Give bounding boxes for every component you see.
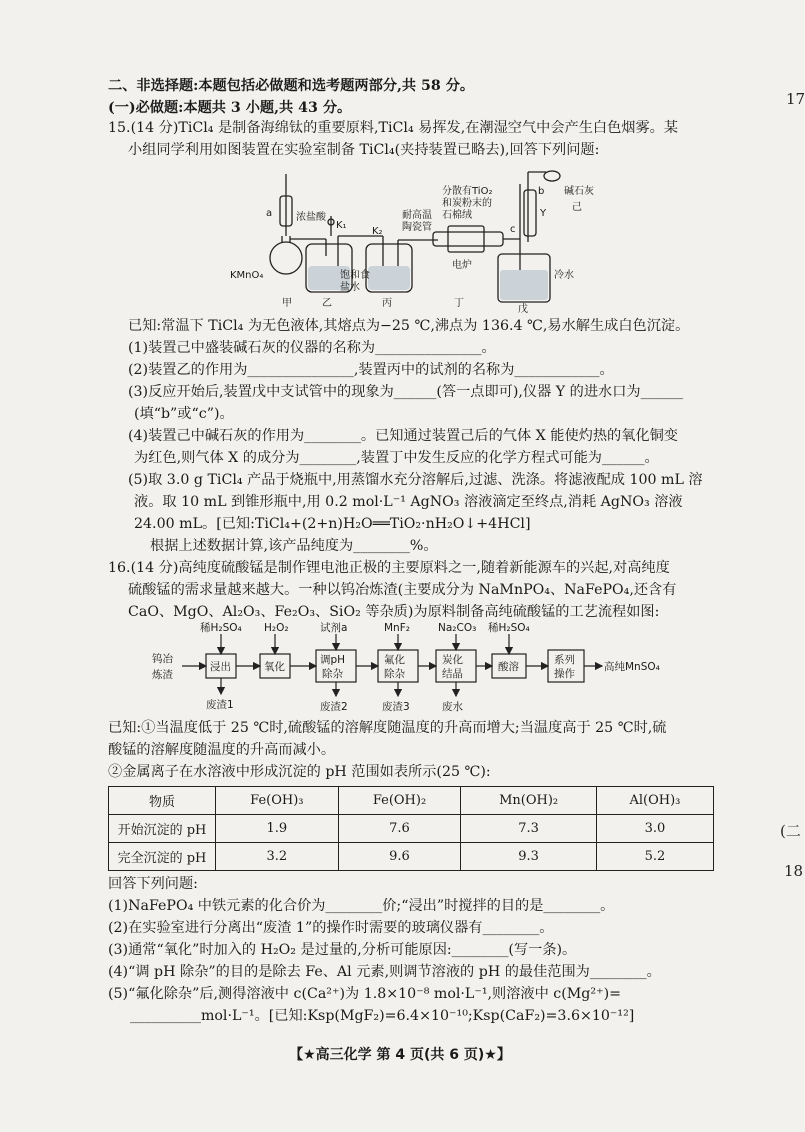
flow-input-leach: 稀H₂SO₄ <box>200 622 242 634</box>
q15-part1: (1)装置己中盛装碱石灰的仪器的名称为_______________。 <box>128 340 496 356</box>
label-tube-line2: 陶瓷管 <box>402 222 432 233</box>
q15-part4-line1: (4)装置己中碱石灰的作用为________。已知通过装置己后的气体 X 能使灼热的氧化铜变 <box>128 428 678 444</box>
page-footer: 【★高三化学 第 4 页(共 6 页)★】 <box>289 1047 511 1063</box>
label-kmno4: KMnO₄ <box>230 270 264 281</box>
q16-part1: (1)NaFePO₄ 中铁元素的化合价为________价;“浸出”时搅拌的目的是________。 <box>108 898 615 914</box>
table-cell: 开始沉淀的 pH <box>109 815 216 843</box>
q15-part3-line1: (3)反应开始后,装置戊中支试管中的现象为______(答一点即可),仪器 Y 的进水口为______ <box>128 384 684 400</box>
label-c: c <box>510 224 516 235</box>
table-cell: 3.0 <box>596 815 713 843</box>
table-header-cell: Fe(OH)₃ <box>216 787 339 815</box>
q15-part4-line2: 为红色,则气体 X 的成分为________,装置丁中发生反应的化学方程式可能为______。 <box>134 450 659 466</box>
label-brine-line1: 饱和食 <box>340 270 370 281</box>
q16-part2: (2)在实验室进行分离出“废渣 1”的操作时需要的玻璃仪器有________。 <box>108 920 554 936</box>
section-subheading: (一)必做题:本题共 3 小题,共 43 分。 <box>108 100 352 116</box>
label-conc-hcl: 浓盐酸 <box>296 212 326 223</box>
label-unit-yi: 乙 <box>322 298 332 309</box>
round-bottom-flask <box>270 242 302 274</box>
label-a: a <box>266 208 273 219</box>
label-cold-water: 冷水 <box>554 270 574 281</box>
q16-part4: (4)“调 pH 除杂”的目的是除去 Fe、Al 元素,则调节溶液的 pH 的最佳范围为________。 <box>108 964 661 980</box>
q16-part3: (3)通常“氧化”时加入的 H₂O₂ 是过量的,分析可能原因:________(写一条)。 <box>108 942 577 958</box>
q15-part5-line2: 液。取 10 mL 到锥形瓶中,用 0.2 mol·L⁻¹ AgNO₃ 溶液滴定至终点,消耗 AgNO₃ 溶液 <box>134 494 683 510</box>
q16-intro-line2: 硫酸锰的需求量越来越大。一种以钨冶炼渣(主要成分为 NaMnPO₄、NaFePO₄,还含有 <box>128 582 677 598</box>
q16-known1-line2: 酸锰的溶解度随温度的升高而减小。 <box>108 742 336 758</box>
q15-part2: (2)装置乙的作用为_______________,装置丙中的试剂的名称为____________。 <box>128 362 614 378</box>
flow-label-ph-line2: 除杂 <box>322 668 343 680</box>
label-unit-jia: 甲 <box>282 298 292 309</box>
flow-label-acid-dissolve: 酸溶 <box>498 661 519 673</box>
label-furnace: 电炉 <box>452 260 472 271</box>
flow-output-residue1: 废渣1 <box>206 699 234 711</box>
flow-label-carbonate-line1: 炭化 <box>442 654 463 666</box>
flow-output-wastewater: 废水 <box>442 701 463 713</box>
label-b: b <box>538 186 545 197</box>
label-unit-wu: 戊 <box>518 304 528 315</box>
flow-label-fluoride-line2: 除杂 <box>384 668 405 680</box>
section-heading: 二、非选择题:本题包括必做题和选考题两部分,共 58 分。 <box>108 78 475 94</box>
q16-known1-line1: 已知:①当温度低于 25 ℃时,硫酸锰的溶解度随温度的升高而增大;当温度高于 25 ℃时,硫 <box>108 720 667 736</box>
margin-mark-top: 17 <box>786 90 805 108</box>
table-cell: 7.6 <box>338 815 461 843</box>
flow-product: 高纯MnSO₄ <box>604 661 660 673</box>
q15-known: 已知:常温下 TiCl₄ 为无色液体,其熔点为−25 ℃,沸点为 136.4 ℃,易水解生成白色沉淀。 <box>128 318 690 334</box>
q15-intro-line2: 小组同学利用如图装置在实验室制备 TiCl₄(夹持装置已略去),回答下列问题: <box>128 142 600 158</box>
q16-known2: ②金属离子在水溶液中形成沉淀的 pH 范围如表所示(25 ℃): <box>108 764 491 780</box>
table-header-cell: Fe(OH)₂ <box>338 787 461 815</box>
flow-label-series-line1: 系列 <box>554 654 575 666</box>
flow-label-fluoride-line1: 氟化 <box>384 654 405 666</box>
table-row <box>109 843 714 871</box>
ph-table <box>108 786 714 871</box>
q16-part5-line2: __________mol·L⁻¹。[已知:Ksp(MgF₂)=6.4×10⁻¹⁰;Ksp(CaF₂)=3.6×10⁻¹²] <box>130 1008 635 1024</box>
q16-intro-line1: 16.(14 分)高纯度硫酸锰是制作锂电池正极的主要原料之一,随着新能源车的兴起,对高纯度 <box>108 560 670 576</box>
label-brine-line2: 盐水 <box>340 282 360 293</box>
electric-furnace <box>448 226 484 252</box>
apparatus-diagram <box>228 166 608 314</box>
q16-intro-line3: CaO、MgO、Al₂O₃、Fe₂O₃、SiO₂ 等杂质)为原料制备高纯硫酸锰的工艺流程如图: <box>128 604 660 620</box>
flow-input-fluoride: MnF₂ <box>384 622 410 634</box>
flow-input-acid: 稀H₂SO₄ <box>488 622 530 634</box>
flow-output-residue2: 废渣2 <box>320 701 348 713</box>
table-header-cell: Al(OH)₃ <box>596 787 713 815</box>
q16-answer-lead: 回答下列问题: <box>108 876 198 892</box>
table-row <box>109 815 714 843</box>
flow-label-oxidize: 氧化 <box>264 661 285 673</box>
flow-input-ph: 试剂a <box>320 622 348 634</box>
table-header-cell: Mn(OH)₂ <box>461 787 597 815</box>
label-k2: K₂ <box>372 226 383 237</box>
flow-input-oxidize: H₂O₂ <box>264 622 289 634</box>
label-mix-line3: 石棉绒 <box>442 210 472 221</box>
table-cell: 1.9 <box>216 815 339 843</box>
q15-part5-line3: 24.00 mL。[已知:TiCl₄+(2+n)H₂O══TiO₂·nH₂O↓+4HCl] <box>134 516 531 532</box>
table-cell: 7.3 <box>461 815 597 843</box>
flow-label-ph-line1: 调pH <box>320 654 346 666</box>
flow-raw-line2: 炼渣 <box>152 669 173 681</box>
margin-mark-lower: 18 <box>784 862 804 880</box>
label-y: Y <box>540 208 547 219</box>
label-tube-line1: 耐高温 <box>402 210 432 221</box>
drying-tube-ji <box>544 171 560 181</box>
flow-raw-line1: 钨冶 <box>152 653 173 665</box>
table-cell: 9.3 <box>461 843 597 871</box>
label-soda-lime: 碱石灰 <box>564 186 594 197</box>
table-header-row <box>109 787 714 815</box>
flow-label-carbonate-line2: 结晶 <box>442 668 463 680</box>
label-mix-line2: 和炭粉末的 <box>442 198 492 209</box>
table-cell: 3.2 <box>216 843 339 871</box>
ceramic-tube <box>433 232 503 246</box>
q16-part5-line1: (5)“氟化除杂”后,测得溶液中 c(Ca²⁺)为 1.8×10⁻⁸ mol·L⁻¹,则溶液中 c(Mg²⁺)= <box>108 986 621 1002</box>
q15-part5-line4: 根据上述数据计算,该产品纯度为________%。 <box>150 538 438 554</box>
margin-mark-mid: (二 <box>780 822 801 840</box>
q15-intro-line1: 15.(14 分)TiCl₄ 是制备海绵钛的重要原料,TiCl₄ 易挥发,在潮湿空气中会产生白色烟雾。某 <box>108 120 679 136</box>
label-unit-ji: 己 <box>572 202 582 213</box>
label-mix-line1: 分散有TiO₂ <box>442 186 493 197</box>
q15-part5-line1: (5)取 3.0 g TiCl₄ 产品于烧瓶中,用蒸馏水充分溶解后,过滤、洗涤。将滤液配成 100 mL 溶 <box>128 472 703 488</box>
process-flowchart <box>146 622 706 714</box>
flow-label-series-line2: 操作 <box>554 668 575 680</box>
table-cell: 5.2 <box>596 843 713 871</box>
table-cell: 9.6 <box>338 843 461 871</box>
table-cell: 完全沉淀的 pH <box>109 843 216 871</box>
flow-input-carbonate: Na₂CO₃ <box>438 622 477 634</box>
table-header-cell: 物质 <box>109 787 216 815</box>
flow-output-residue3: 废渣3 <box>382 701 410 713</box>
label-unit-ding: 丁 <box>454 298 464 309</box>
label-unit-bing: 丙 <box>382 298 392 309</box>
label-k1: K₁ <box>336 220 347 231</box>
q15-part3-line2: (填“b”或“c”)。 <box>134 406 234 422</box>
flow-label-leach: 浸出 <box>210 661 231 673</box>
